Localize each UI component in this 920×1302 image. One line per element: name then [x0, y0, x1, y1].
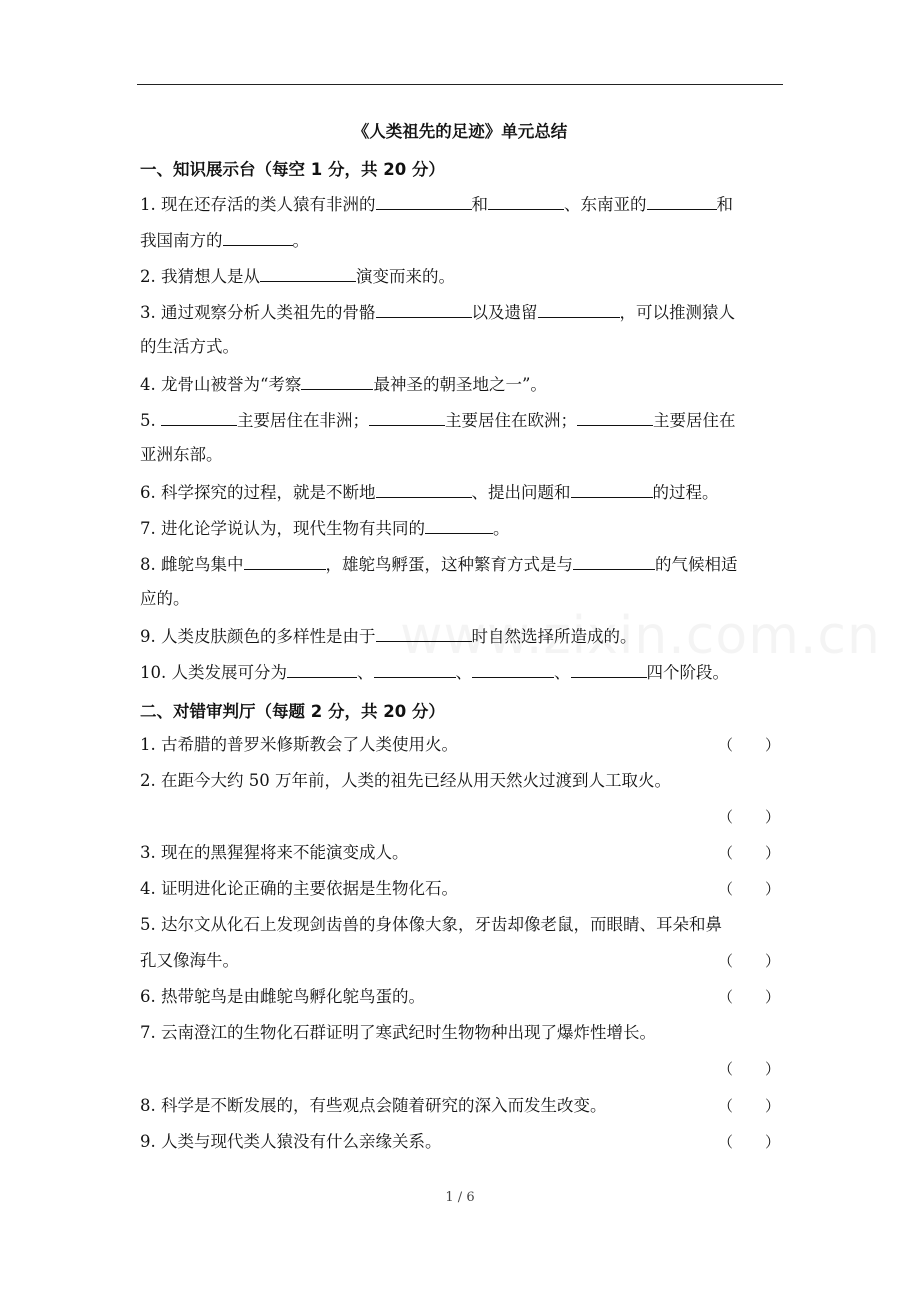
question-3-line-2: [140, 336, 780, 358]
page-number: 1 / 6: [445, 1190, 475, 1205]
question-6: [140, 480, 780, 504]
text: 1. 现在还存活的类人猿有非洲的: [140, 195, 376, 214]
question-7: [140, 516, 780, 540]
text: 的过程。: [652, 483, 719, 502]
paren-close: ）: [764, 736, 780, 754]
answer-blank[interactable]: [472, 660, 554, 678]
text: 孔又像海牛。: [140, 951, 239, 970]
answer-blank[interactable]: [376, 192, 472, 210]
text: 和: [471, 195, 488, 214]
text: 9. 人类与现代类人猿没有什么亲缘关系。: [140, 1132, 442, 1151]
text: 应的。: [140, 589, 190, 608]
answer-blank[interactable]: [573, 552, 655, 570]
text: 1. 古希腊的普罗米修斯教会了人类使用火。: [140, 735, 458, 754]
paren-open: （: [718, 1097, 734, 1115]
text: 4. 龙骨山被誉为“考察: [140, 375, 302, 394]
text: 7. 进化论学说认为，现代生物有共同的: [140, 519, 425, 538]
paren-open: （: [718, 736, 734, 754]
text: 2. 我猜想人是从: [140, 267, 260, 286]
text: 8. 科学是不断发展的，有些观点会随着研究的深入而发生改变。: [140, 1096, 607, 1115]
tf-item-6: [140, 986, 780, 1008]
paren-open: （: [718, 1133, 734, 1151]
text: ，可以推测猿人: [619, 303, 735, 322]
text: 演变而来的。: [356, 267, 455, 286]
text: 以及遗留: [471, 303, 538, 322]
text: 5.: [140, 411, 156, 430]
paren-open: （: [718, 880, 734, 898]
question-1-line-1: [140, 192, 780, 216]
answer-parentheses[interactable]: [718, 1058, 780, 1080]
question-2: [140, 264, 780, 288]
text: 。: [292, 231, 309, 250]
text: 主要居住在: [653, 411, 736, 430]
answer-blank[interactable]: [376, 300, 472, 318]
tf-item-8: [140, 1095, 780, 1117]
tf-item-9: [140, 1131, 780, 1153]
paren-close: ）: [764, 844, 780, 862]
paren-close: ）: [764, 1133, 780, 1151]
text: 、: [455, 663, 472, 682]
text: 、提出问题和: [471, 483, 571, 502]
paren-open: （: [718, 808, 734, 826]
answer-parentheses[interactable]: [718, 842, 780, 864]
paren-close: ）: [764, 880, 780, 898]
text: 主要居住在非洲；: [237, 411, 369, 430]
text: 。: [493, 519, 510, 538]
answer-blank[interactable]: [488, 192, 564, 210]
answer-blank[interactable]: [223, 228, 293, 246]
text: ，雄鸵鸟孵蛋，这种繁育方式是与: [325, 555, 573, 574]
text: 7. 云南澄江的生物化石群证明了寒武纪时生物物种出现了爆炸性增长。: [140, 1023, 656, 1042]
question-8-line-2: [140, 588, 780, 610]
text: 8. 雌鸵鸟集中: [140, 555, 244, 574]
tf-item-5-line-2: [140, 950, 780, 972]
text: 我国南方的: [140, 231, 223, 250]
question-3-line-1: [140, 300, 780, 324]
question-4: [140, 372, 780, 396]
section-1-heading: 一、知识展示台（每空 1 分，共 20 分）: [140, 160, 445, 179]
text: 10. 人类发展可分为: [140, 663, 287, 682]
text: 2. 在距今大约 50 万年前，人类的祖先已经从用天然火过渡到人工取火。: [140, 771, 671, 790]
answer-blank[interactable]: [647, 192, 717, 210]
answer-blank[interactable]: [301, 372, 373, 390]
text: 9. 人类皮肤颜色的多样性是由于: [140, 627, 376, 646]
answer-parentheses[interactable]: [718, 806, 780, 828]
text: 6. 热带鸵鸟是由雌鸵鸟孵化鸵鸟蛋的。: [140, 987, 425, 1006]
text: 5. 达尔文从化石上发现剑齿兽的身体像大象，牙齿却像老鼠，而眼睛、耳朵和鼻: [140, 915, 722, 934]
answer-blank[interactable]: [425, 516, 493, 534]
document-title: 《人类祖先的足迹》单元总结: [352, 122, 568, 141]
tf-item-2: [140, 770, 780, 792]
answer-blank[interactable]: [369, 408, 445, 426]
question-1-line-2: [140, 228, 780, 252]
paren-open: （: [718, 988, 734, 1006]
answer-parentheses[interactable]: [718, 1131, 780, 1153]
answer-blank[interactable]: [260, 264, 356, 282]
section-2-heading: 二、对错审判厅（每题 2 分，共 20 分）: [140, 702, 445, 721]
text: 和: [716, 195, 733, 214]
question-5-line-2: [140, 444, 780, 466]
paren-open: （: [718, 952, 734, 970]
paren-close: ）: [764, 1060, 780, 1078]
text: 的生活方式。: [140, 337, 239, 356]
answer-parentheses[interactable]: [718, 1095, 780, 1117]
text: 最神圣的朝圣地之一”。: [373, 375, 547, 394]
text: 四个阶段。: [646, 663, 729, 682]
answer-blank[interactable]: [376, 624, 472, 642]
tf-item-1: [140, 734, 780, 756]
text: 、: [357, 663, 374, 682]
question-10: [140, 660, 780, 684]
paren-close: ）: [764, 952, 780, 970]
answer-parentheses[interactable]: [718, 986, 780, 1008]
paren-open: （: [718, 844, 734, 862]
question-8-line-1: [140, 552, 780, 576]
tf-item-3: [140, 842, 780, 864]
text: 、: [554, 663, 571, 682]
text: 4. 证明进化论正确的主要依据是生物化石。: [140, 879, 458, 898]
answer-parentheses[interactable]: [718, 734, 780, 756]
text: 3. 通过观察分析人类祖先的骨骼: [140, 303, 376, 322]
paren-open: （: [718, 1060, 734, 1078]
tf-item-4: [140, 878, 780, 900]
answer-parentheses[interactable]: [718, 878, 780, 900]
text: 6. 科学探究的过程，就是不断地: [140, 483, 376, 502]
header-rule: [137, 84, 783, 85]
text: 的气候相适: [655, 555, 738, 574]
text: 3. 现在的黑猩猩将来不能演变成人。: [140, 843, 409, 862]
tf-item-7: [140, 1022, 780, 1044]
answer-blank[interactable]: [376, 480, 472, 498]
question-9: [140, 624, 780, 648]
paren-close: ）: [764, 988, 780, 1006]
answer-parentheses[interactable]: [718, 950, 780, 972]
paren-close: ）: [764, 1097, 780, 1115]
answer-blank[interactable]: [538, 300, 620, 318]
answer-blank[interactable]: [244, 552, 326, 570]
answer-blank[interactable]: [287, 660, 357, 678]
tf-item-5-line-1: [140, 914, 780, 936]
text: 时自然选择所造成的。: [471, 627, 637, 646]
paren-close: ）: [764, 808, 780, 826]
answer-blank[interactable]: [374, 660, 456, 678]
answer-blank[interactable]: [571, 480, 653, 498]
answer-blank[interactable]: [161, 408, 237, 426]
text: 亚洲东部。: [140, 445, 223, 464]
text: 主要居住在欧洲；: [445, 411, 577, 430]
answer-blank[interactable]: [577, 408, 653, 426]
text: 、东南亚的: [564, 195, 647, 214]
answer-blank[interactable]: [571, 660, 647, 678]
question-5-line-1: [140, 408, 780, 432]
